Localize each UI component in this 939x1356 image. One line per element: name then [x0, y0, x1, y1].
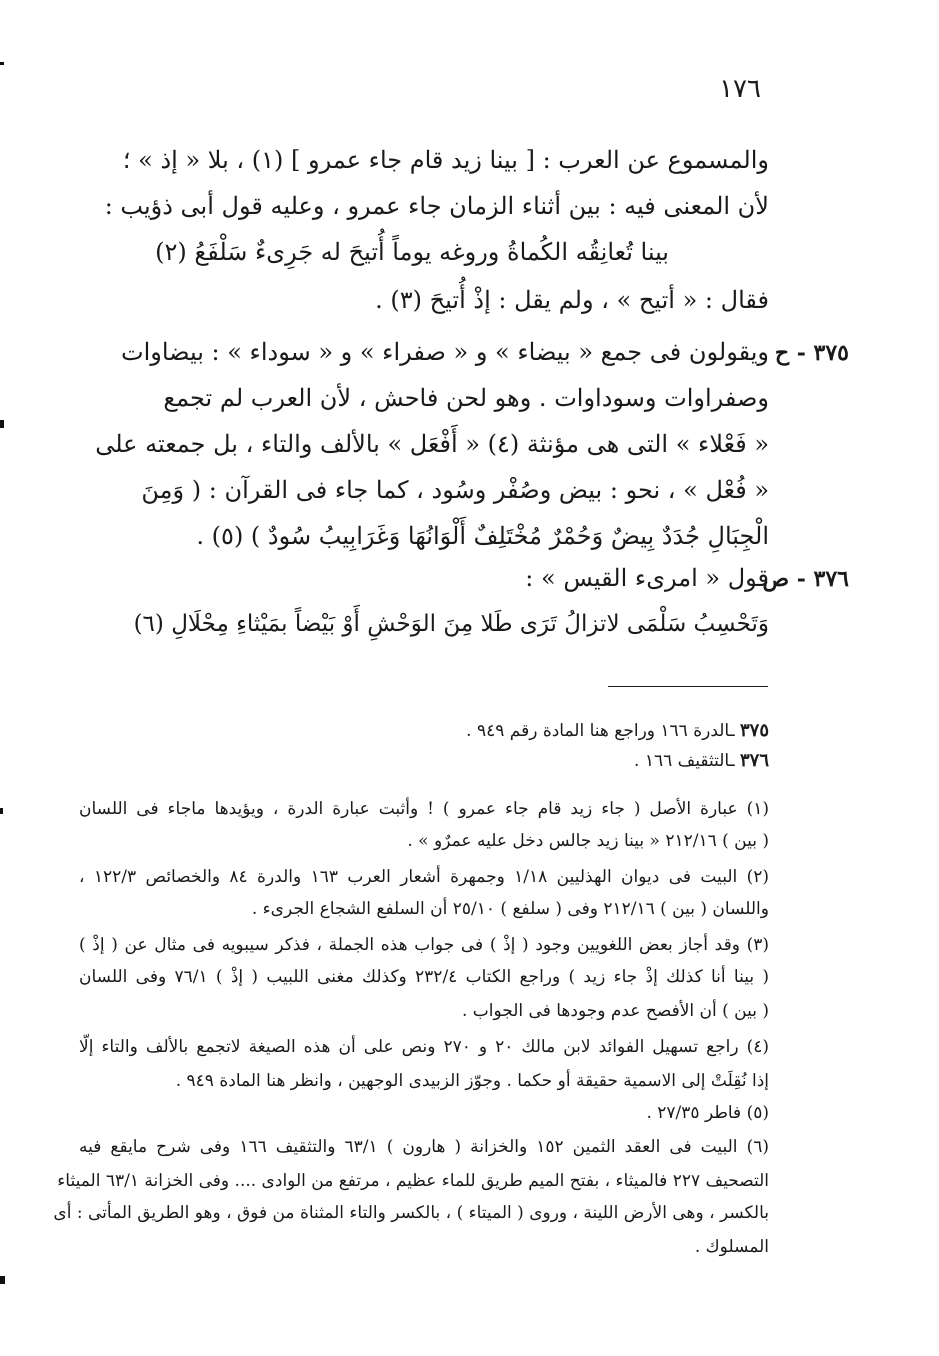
scan-edge-mark: [0, 420, 4, 428]
source-ref-375: [79, 718, 769, 744]
body-line-4: فقال : « أتيح » ، ولم يقل : إذْ أُتيحَ (٣) .: [375, 286, 769, 314]
source-ref-text: ـالدرة ١٦٦ وراجع هنا المادة رقم ٩٤٩ .: [466, 721, 740, 741]
entry-375-line-2: وصفراوات وسوداوات . وهو لحن فاحش ، لأن العرب لم تجمع: [163, 384, 769, 412]
entry-number-376: ٣٧٦ - ص: [762, 566, 849, 592]
scan-edge-mark: [0, 1276, 5, 1284]
footnote-1-line-1: (١) عبارة الأصل ( جاء زيد قام جاء عمرو ) ! وأثبت عبارة الدرة ، ويؤيدها ماجاء فى اللسان: [79, 799, 769, 819]
footnote-5: (٥) فاطر ٢٧/٣٥ .: [646, 1103, 769, 1123]
page-number: ١٧٦: [719, 74, 761, 104]
footnote-4-line-1: (٤) راجع تسهيل الفوائد لابن مالك ٢٠ و ٢٧٠ ونص على أن هذه الصيغة لاتجمع بالألف والتاء إلّا: [79, 1037, 769, 1057]
footnote-3-line-1: (٣) وقد أجاز بعض اللغويين وجود ( إذْ ) فى جواب هذه الجملة ، فذكر سيبويه فى مثال عن ( إذْ ): [79, 935, 769, 955]
footnote-2-line-1: (٢) البيت فى ديوان الهذليين ١/١٨ وجمهرة أشعار العرب ١٦٣ والدرة ٨٤ والخصائص ١٢٢/٣ ،: [79, 867, 769, 887]
poem-verse-1: بينا تُعانِقُه الكُماةُ وروغه يوماً أُتيحَ له جَرِىءٌ سَلْفَعُ (٢): [155, 238, 669, 266]
entry-375-line-1: ويقولون فى جمع « بيضاء » و « صفراء » و « سوداء » : بيضاوات: [121, 338, 769, 366]
source-ref-text: ـالتثقيف ١٦٦ .: [634, 751, 740, 771]
footnote-6-line-4: المسلوك .: [694, 1237, 769, 1257]
source-ref-376: [79, 748, 769, 774]
source-ref-number: ٣٧٦: [739, 750, 769, 771]
footnote-2-line-2: واللسان ( بين ) ٢١٢/١٦ وفى ( سلفع ) ٢٥/١٠ أن السلفع الشجاع الجرىء .: [251, 899, 769, 919]
scan-edge-mark: [0, 62, 4, 65]
entry-375-line-4: « فُعْل » ، نحو : بيض وصُفْر وسُود ، كما جاء فى القرآن : ( وَمِنَ: [141, 476, 769, 504]
footnote-6-line-1: (٦) البيت فى العقد الثمين ١٥٢ والخزانة ( هارون ) ٦٣/١ والتثقيف ١٦٦ وفى شرح مايقع فيه: [79, 1137, 769, 1157]
scan-edge-mark: [0, 808, 3, 814]
footnote-3-line-2: ( بينا أنا كذلك إذْ جاء زيد ) وراجع الكتاب ٢٣٢/٤ وكذلك مغنى اللبيب ( إذْ ) ٧٦/١ وفى اللسان: [79, 967, 769, 987]
footnote-divider: [608, 686, 768, 687]
poem-verse-2: وَتَحْسِبُ سَلْمَى لاتزالُ تَرَى طَلا مِنَ الوَحْشِ أَوْ بَيْضاً بمَيْثاءِ مِحْلَالِ (٦): [133, 611, 769, 637]
body-line-2: لأن المعنى فيه : بين أثناء الزمان جاء عمرو ، وعليه قول أبى ذؤيب :: [104, 192, 769, 220]
footnote-3-line-3: ( بين ) أن الأفصح عدم وجودها فى الجواب .: [461, 1001, 769, 1021]
footnote-4-line-2: إذا نُقِلَتْ إلى الاسمية حقيقة أو حكما . وجوّز الزبيدى الوجهين ، وانظر هنا المادة ٩٤٩ .: [175, 1071, 769, 1091]
entry-376-line-1: قول « امرىء القيس » :: [525, 564, 769, 592]
entry-number-375: ٣٧٥ - ح: [774, 340, 849, 366]
source-ref-number: ٣٧٥: [739, 720, 769, 741]
body-line-1: والمسموع عن العرب : [ بينا زيد قام جاء عمرو ] (١) ، بلا « إذ » ؛: [122, 146, 769, 174]
entry-375-line-3: « فَعْلاء » التى هى مؤنثة (٤) « أَفْعَل » بالألف والتاء ، بل جمعته على: [95, 430, 769, 458]
footnote-6-line-2: التصحيف ٢٢٧ فالميثاء ، بفتح الميم طريق للماء عظيم ، مرتفع من الوادى .... وفى الخزانة ٦٣/١ الميثاء: [57, 1171, 769, 1191]
footnote-6-line-3: بالكسر ، وهى الأرض اللينة ، وروى ( الميتاء ) ، بالكسر والتاء المثناة من فوق ، وهو الطريق المأتى : أى: [53, 1203, 769, 1223]
footnote-1-line-2: ( بين ) ٢١٢/١٦ « بينا زيد جالس دخل عليه عمرٌو » .: [407, 831, 769, 851]
entry-375-line-5: الْجِبَالِ جُدَدٌ بِيضٌ وَحُمْرٌ مُخْتَلِفٌ أَلْوَانُهَا وَغَرَابِيبُ سُودٌ ) (٥) .: [196, 522, 769, 550]
